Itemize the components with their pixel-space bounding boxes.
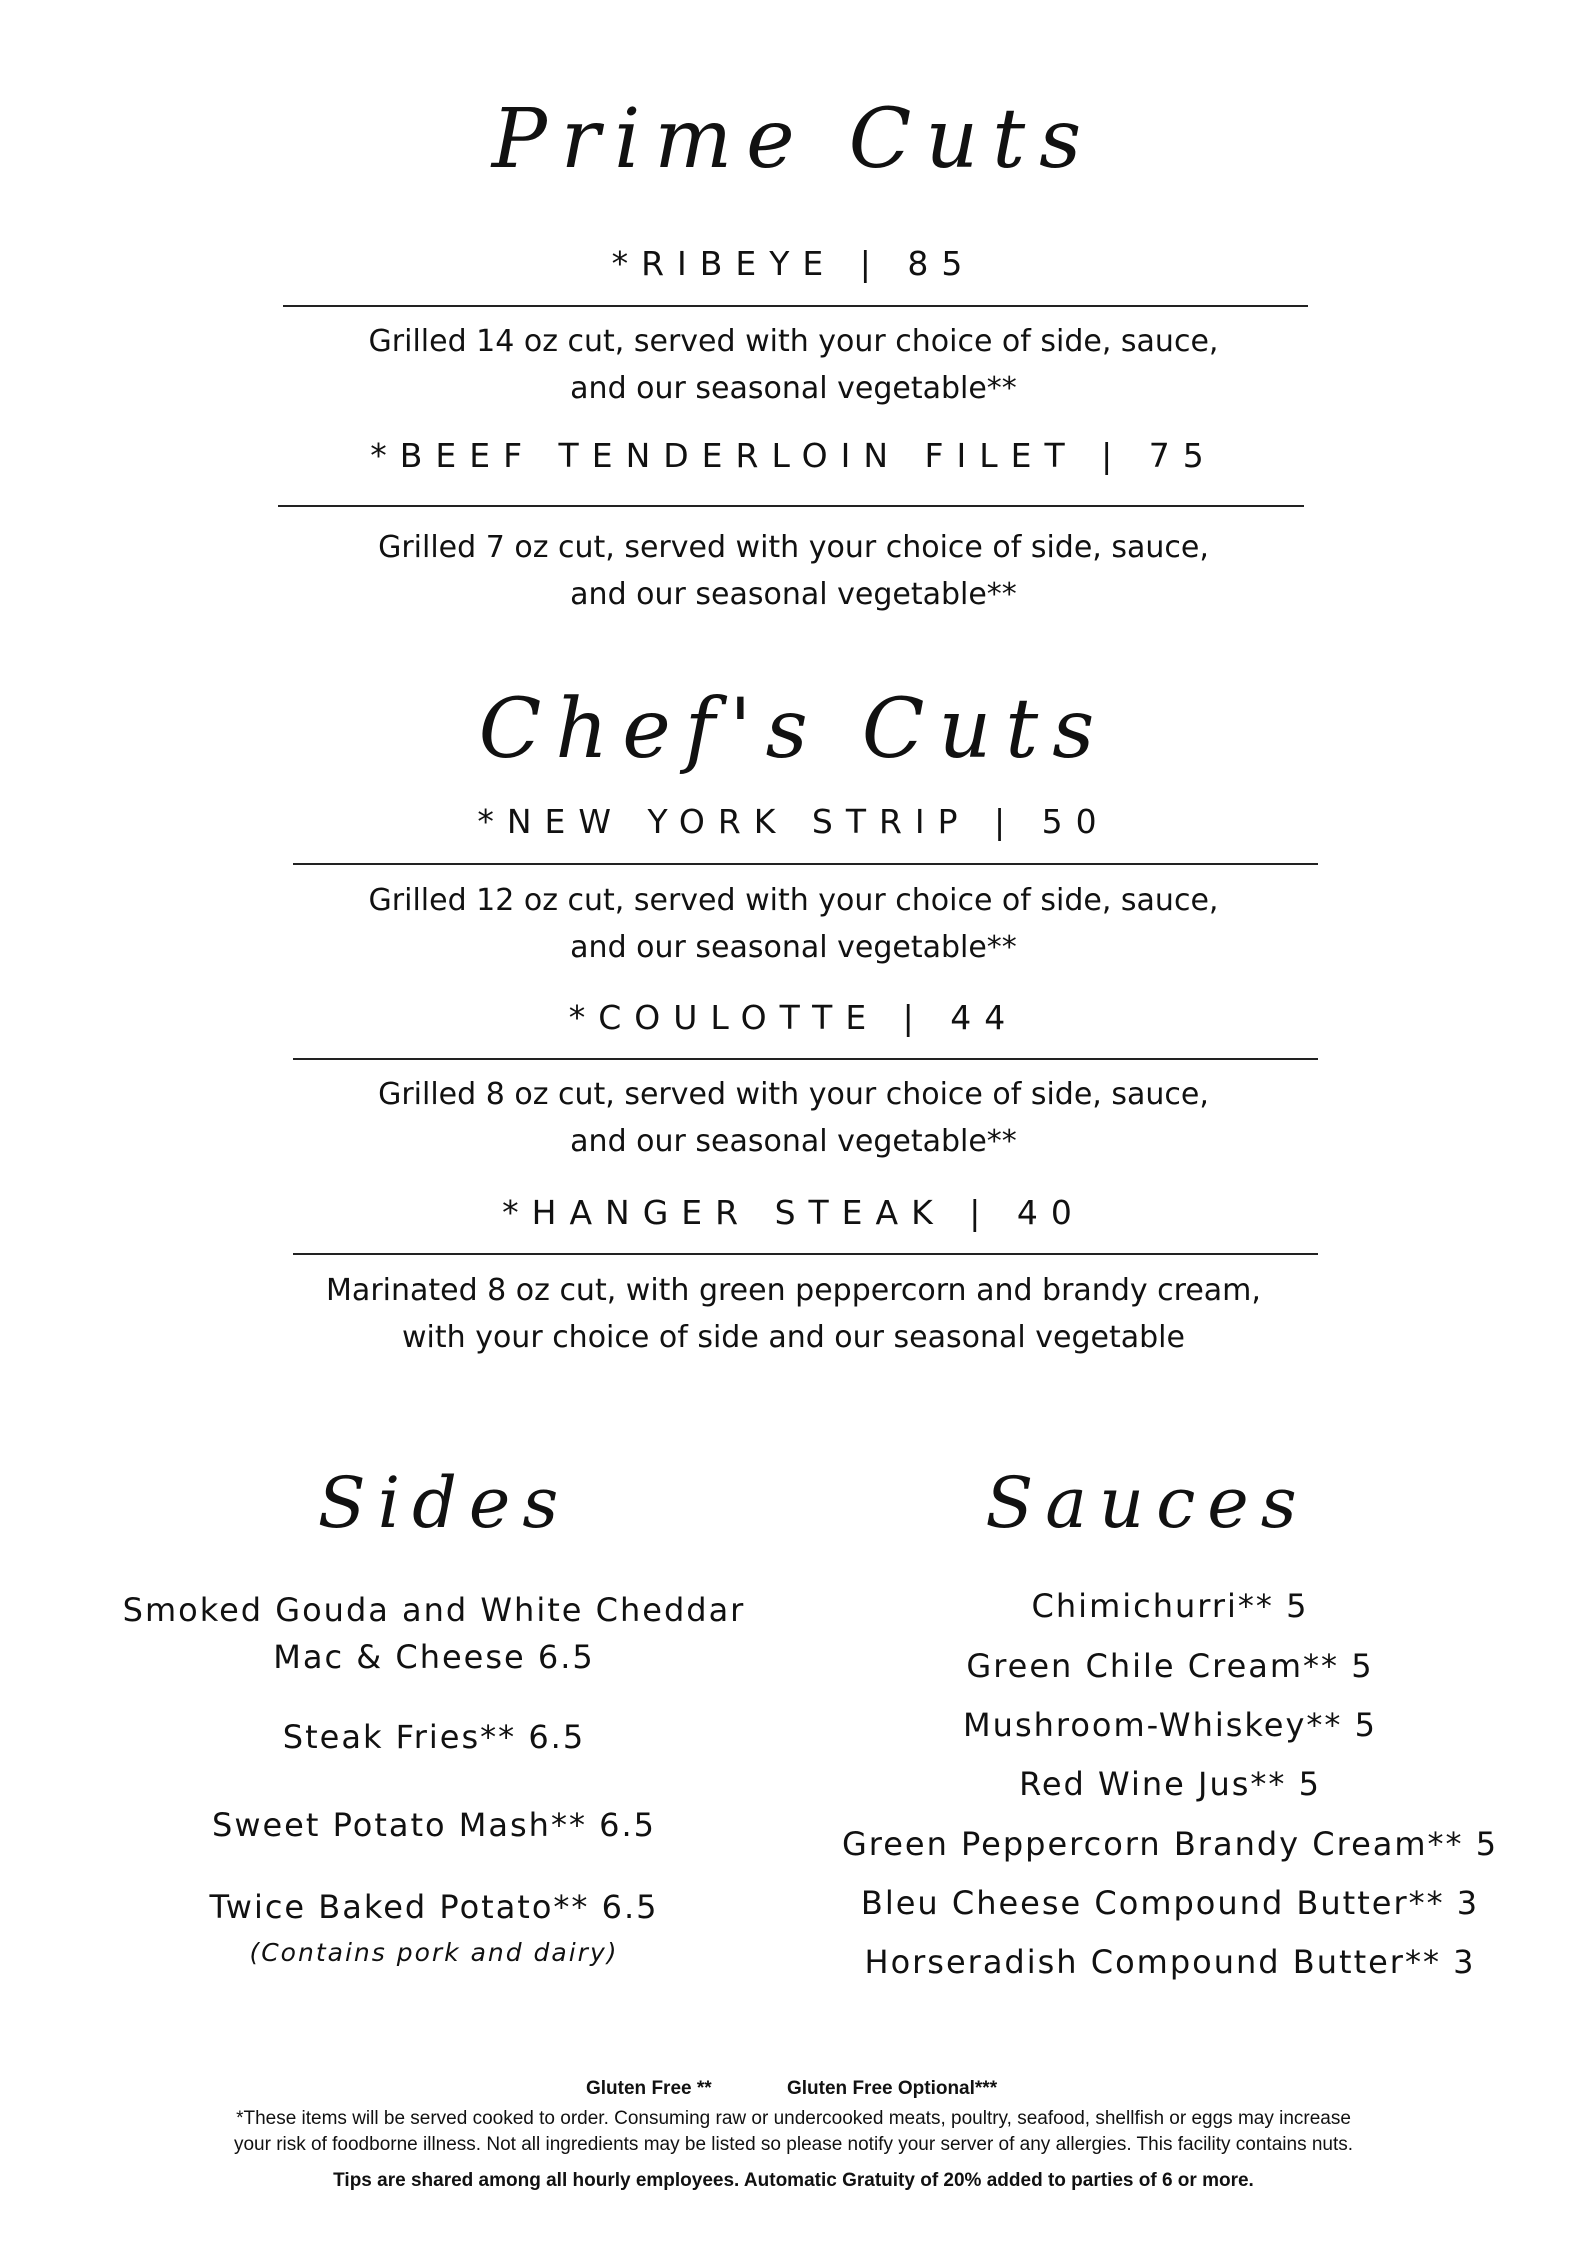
sauce-item: Chimichurri** 5 bbox=[1031, 1587, 1309, 1625]
side-item-line: Smoked Gouda and White Cheddar bbox=[122, 1591, 746, 1629]
description-line: Grilled 14 oz cut, served with your choice of side, sauce, bbox=[368, 324, 1219, 359]
divider-rule bbox=[278, 505, 1304, 507]
description-line: with your choice of side and our seasonal vegetable bbox=[402, 1320, 1185, 1355]
coulotte-description bbox=[0, 1071, 1587, 1165]
ribeye-description bbox=[0, 318, 1587, 412]
disclaimer bbox=[0, 2106, 1587, 2158]
description-line: and our seasonal vegetable** bbox=[570, 1124, 1017, 1159]
side-item-line: Mac & Cheese 6.5 bbox=[273, 1638, 595, 1676]
divider-rule bbox=[283, 305, 1308, 307]
filet-description bbox=[0, 524, 1587, 618]
tips-note: Tips are shared among all hourly employees. Automatic Gratuity of 20% added to parties of 6 or more. bbox=[333, 2170, 1254, 2191]
filet-item-name: *BEEF TENDERLOIN FILET | 75 bbox=[370, 436, 1217, 475]
sauce-item: Red Wine Jus** 5 bbox=[1019, 1765, 1321, 1803]
disclaimer-line: your risk of foodborne illness. Not all ingredients may be listed so please notify your server of any allergies. This facility contains nuts. bbox=[233, 2134, 1354, 2155]
new-york-strip-item-name: *NEW YORK STRIP | 50 bbox=[477, 802, 1110, 841]
side-item-mac-cheese bbox=[84, 1587, 784, 1681]
sauce-item: Green Chile Cream** 5 bbox=[966, 1647, 1374, 1685]
description-line: and our seasonal vegetable** bbox=[570, 930, 1017, 965]
prime-cuts-heading: Prime Cuts bbox=[491, 92, 1096, 187]
side-item-sweet-potato-mash: Sweet Potato Mash** 6.5 bbox=[212, 1806, 656, 1844]
description-line: Marinated 8 oz cut, with green peppercorn and brandy cream, bbox=[326, 1273, 1261, 1308]
description-line: and our seasonal vegetable** bbox=[570, 371, 1017, 406]
hanger-steak-description bbox=[0, 1267, 1587, 1361]
side-item-steak-fries: Steak Fries** 6.5 bbox=[282, 1718, 586, 1756]
sauce-item: Horseradish Compound Butter** 3 bbox=[864, 1943, 1476, 1981]
sauce-item: Mushroom-Whiskey** 5 bbox=[963, 1706, 1377, 1744]
gluten-free-legend: Gluten Free ** bbox=[586, 2078, 712, 2099]
coulotte-item-name: *COULOTTE | 44 bbox=[568, 998, 1019, 1037]
sides-heading: Sides bbox=[317, 1462, 571, 1544]
divider-rule bbox=[293, 863, 1318, 865]
gluten-free-optional-legend: Gluten Free Optional*** bbox=[787, 2078, 998, 2099]
description-line: Grilled 7 oz cut, served with your choice of side, sauce, bbox=[378, 530, 1209, 565]
divider-rule bbox=[293, 1253, 1318, 1255]
sauce-item: Bleu Cheese Compound Butter** 3 bbox=[860, 1884, 1480, 1922]
description-line: Grilled 8 oz cut, served with your choice of side, sauce, bbox=[378, 1077, 1209, 1112]
new-york-strip-description bbox=[0, 877, 1587, 971]
divider-rule bbox=[293, 1058, 1318, 1060]
chefs-cuts-heading: Chef's Cuts bbox=[478, 682, 1109, 777]
description-line: and our seasonal vegetable** bbox=[570, 577, 1017, 612]
disclaimer-line: *These items will be served cooked to order. Consuming raw or undercooked meats, poultry, seafood, shellfish or eggs may increase bbox=[236, 2108, 1351, 2129]
hanger-steak-item-name: *HANGER STEAK | 40 bbox=[502, 1193, 1085, 1232]
side-item-note: (Contains pork and dairy) bbox=[249, 1938, 619, 1967]
ribeye-item-name: *RIBEYE | 85 bbox=[611, 244, 976, 283]
sauce-item: Green Peppercorn Brandy Cream** 5 bbox=[841, 1825, 1499, 1863]
side-item-twice-baked-potato: Twice Baked Potato** 6.5 bbox=[209, 1888, 659, 1926]
sauces-heading: Sauces bbox=[985, 1462, 1309, 1544]
description-line: Grilled 12 oz cut, served with your choice of side, sauce, bbox=[368, 883, 1219, 918]
